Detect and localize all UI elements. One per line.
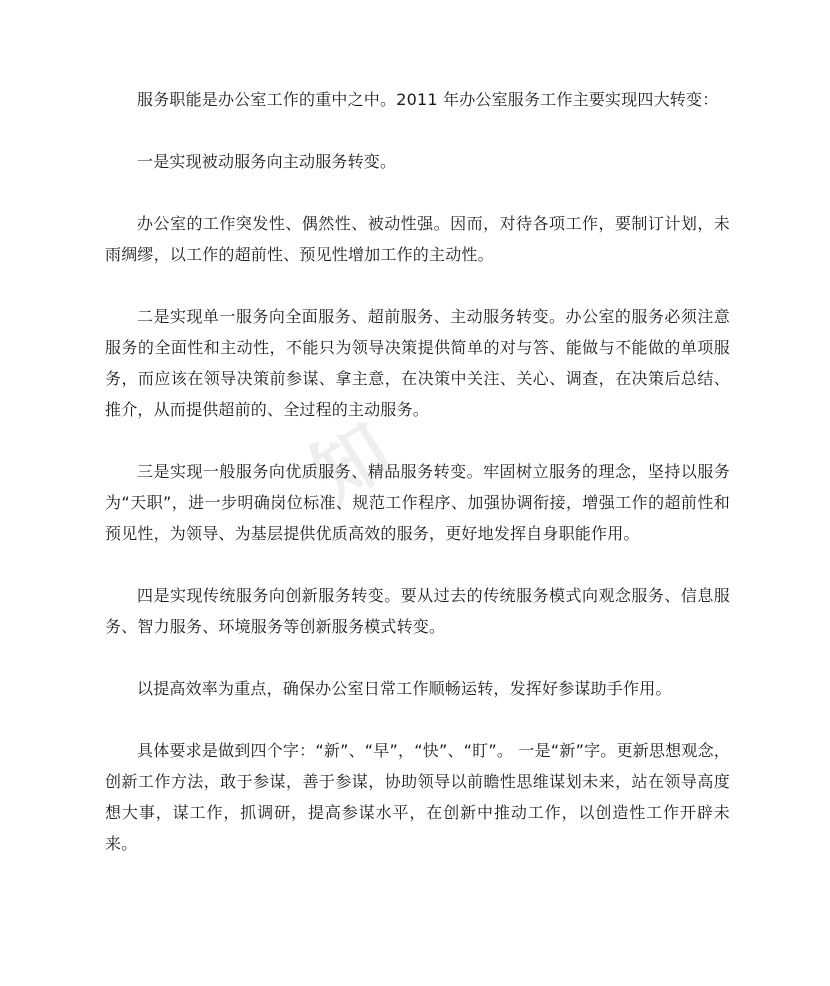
document-body <box>105 84 730 859</box>
paragraph-point-one-title: 一是实现被动服务向主动服务转变。 <box>137 152 397 171</box>
paragraph-point-one-body: 办公室的工作突发性、偶然性、被动性强。因而，对待各项工作，要制订计划，未雨绸缪，以工作的超前性、预见性增加工作的主动性。 <box>105 214 730 264</box>
paragraph-efficiency: 以提高效率为重点，确保办公室日常工作顺畅运转，发挥好参谋助手作用。 <box>137 679 672 698</box>
watermark: 知 <box>294 406 407 522</box>
paragraph-point-three: 三是实现一般服务向优质服务、精品服务转变。牢固树立服务的理念，坚持以服务为“天职”，进一步明确岗位标准、规范工作程序、加强协调衔接，增强工作的超前性和预见性，为领导、为基层提供优质高效的服务，更好地发挥自身职能作用。 <box>105 462 730 543</box>
paragraph-point-two: 二是实现单一服务向全面服务、超前服务、主动服务转变。办公室的服务必须注意服务的全面性和主动性，不能只为领导决策提供简单的对与答、能做与不能做的单项服务，而应该在领导决策前参谋、拿主意，在决策中关注、关心、调查，在决策后总结、推介，从而提供超前的、全过程的主动服务。 <box>105 307 730 419</box>
paragraph-point-four: 四是实现传统服务向创新服务转变。要从过去的传统服务模式向观念服务、信息服务、智力服务、环境服务等创新服务模式转变。 <box>105 586 730 636</box>
paragraph-intro: 服务职能是办公室工作的重中之中。2011 年办公室服务工作主要实现四大转变： <box>137 90 719 109</box>
paragraph-requirements: 具体要求是做到四个字：“新”、“早”，“快”、“盯”。 一是“新”字。更新思想观念，创新工作方法，敢于参谋，善于参谋，协助领导以前瞻性思维谋划未来，站在领导高度想大事，谋工作，抓调研，提高参谋水平，在创新中推动工作，以创造性工作开辟未来。 <box>105 741 730 853</box>
